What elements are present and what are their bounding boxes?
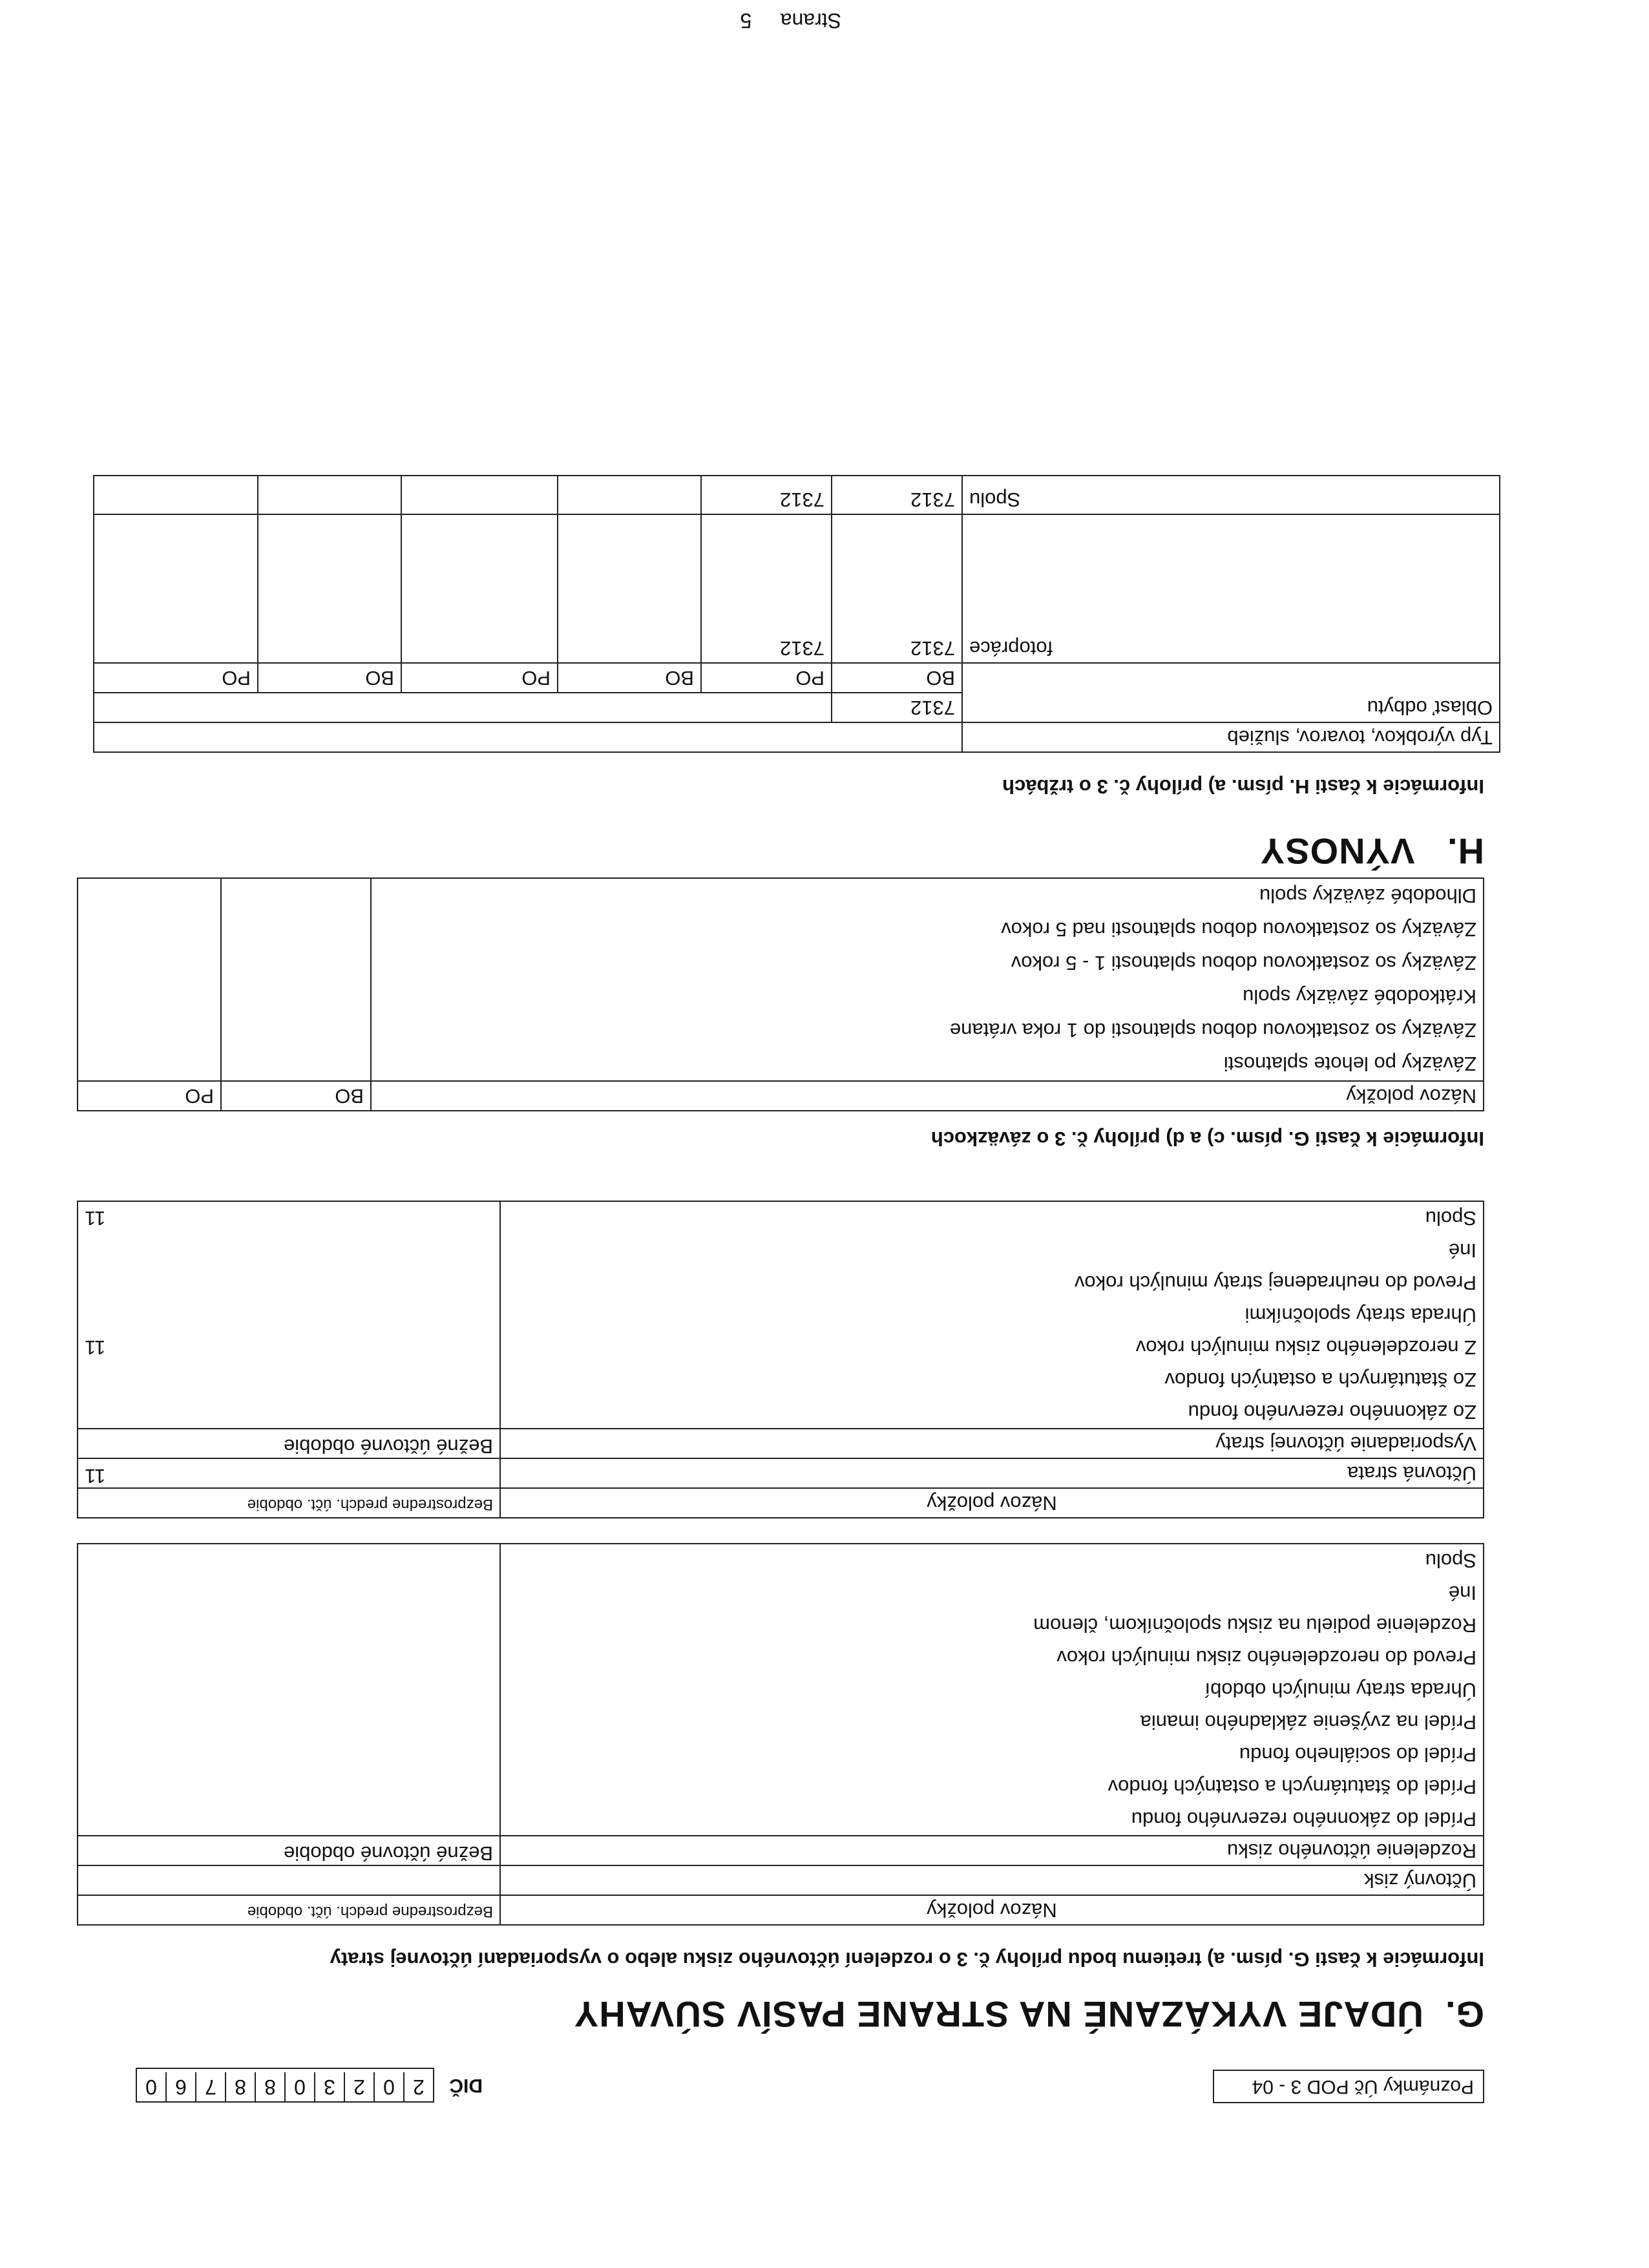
table-row-label: Prídel do sociálneho fondu [1239,1743,1476,1766]
section-g-letter: G. [1444,1994,1484,2035]
col-prev-header: Bezprostredne predch. účt. obdobie [78,1895,500,1925]
table-row-label: Účtovná strata [500,1458,1484,1488]
dic-digit: 8 [256,2072,286,2101]
table-row-label: Rozdelenie účtovného zisku [500,1836,1484,1865]
table-row-label: Zo štatutárnych a ostatných fondov [1164,1369,1476,1391]
table-cell [78,1544,500,1836]
table-row-label: Rozdelenie podielu na zisku spoločníkom, členom [1033,1614,1476,1637]
section-h-letter: H. [1447,831,1484,872]
table-row-label: Z nerozdeleného zisku minulých rokov [1135,1336,1476,1359]
loss-values-block [78,1201,500,1429]
col-bo-header: BO [221,1081,371,1111]
col-name-header: Názov položky [500,1488,1484,1518]
table-cell-value [558,476,701,514]
table-cell-value [258,476,401,514]
table-cell-value: 7312 [701,476,832,514]
table-cell-value: 7312 [832,476,962,514]
period-label: BO [558,663,701,693]
dic-digit: 2 [345,2072,375,2101]
table-row-label: Prevod do nerozdeleného zisku minulých rokov [1056,1646,1476,1669]
dic-digit-boxes [136,2068,434,2103]
col-name-header: Názov položky [371,1081,1484,1111]
table-row-label: Dlhodobé záväzky spolu [1259,885,1476,907]
period-label: PO [401,663,558,693]
table-row-label: Spolu [962,476,1500,514]
form-title-box [1213,2070,1484,2103]
table-row-label: Účtovný zisk [500,1865,1484,1895]
table-row-label: Spolu [1425,1207,1476,1230]
table-row-label: Záväzky so zostatkovou dobou splatnosti do 1 roka vrátane [949,1019,1476,1042]
info-liabilities: Informácie k časti G. písm. c) a d) prílohy č. 3 o záväzkoch [930,1128,1484,1150]
table-cell [78,878,221,1081]
dic-digit: 0 [375,2072,404,2101]
table-row-label: Záväzky po lehote splatnosti [1223,1053,1476,1075]
info-profit-distribution: Informácie k časti G. písm. a) tretiemu bodu prílohy č. 3 o rozdelení účtovného zisku alebo o vysporiadaní účtovnej straty [330,1948,1484,1971]
table-row-label: Vysporiadanie účtovnej straty [500,1429,1484,1458]
table-cell [78,1865,500,1895]
section-h-title [1260,830,1484,872]
table-row-label: Krátkodobé záväzky spolu [1243,985,1476,1008]
dic-digit: 0 [286,2072,315,2101]
table-cell-value [558,514,701,663]
dic-digit: 0 [137,2072,167,2101]
table-cell-value [401,476,558,514]
liabilities-rows-block [371,878,1484,1081]
table-row-label: Spolu [1425,1549,1476,1572]
dic-digit: 8 [226,2072,256,2101]
table-cell-value [85,1396,493,1428]
revenue-table [93,475,1500,753]
col-prev-header: Bezprostredne predch. účt. obdobie [78,1488,500,1518]
table-row-label: Úhrada straty minulých období [1204,1679,1476,1701]
loss-settlement-table [77,1201,1484,1518]
table-row-label: Prídel do zákonného rezervného fondu [1131,1808,1476,1831]
table-cell-value [85,1234,493,1266]
table-cell-value: 11 [78,1458,500,1488]
profit-rows-block [500,1544,1484,1836]
table-cell-value [94,514,258,663]
table-row-label: Úhrada straty spoločníkmi [1245,1304,1476,1327]
dic-digit: 6 [167,2072,196,2101]
col-area-header: Oblasť odbytu [962,663,1500,722]
table-cell [94,693,832,722]
col-name-header: Názov položky [500,1895,1484,1925]
table-cell [221,878,371,1081]
col-curr-header: Bežné účtovné obdobie [78,1836,500,1865]
page-number-value: 5 [740,9,752,32]
period-label: PO [701,663,832,693]
table-row-label: Prevod do neuhradenej straty minulých rokov [1074,1272,1476,1294]
section-g-heading: ÚDAJE VYKÁZANÉ NA STRANE PASÍV SÚVAHY [573,1994,1423,2035]
section-g-title [574,1993,1484,2035]
table-cell-value [85,1363,493,1396]
period-label: PO [94,663,258,693]
table-cell-value [85,1266,493,1299]
dic-digit: 3 [315,2072,345,2101]
table-cell-value: 7312 [832,514,962,663]
dic-digit: 7 [196,2072,226,2101]
table-cell-value: 11 [85,1207,106,1230]
table-row-label: Iné [1448,1239,1476,1262]
table-row-label: Záväzky so zostatkovou dobou splatnosti nad 5 rokov [1001,918,1476,941]
table-cell-value: 11 [85,1336,106,1359]
table-row-label: Prídel na zvýšenie základného imania [1140,1711,1476,1734]
col-po-header: PO [78,1081,221,1111]
profit-distribution-table [77,1543,1484,1926]
dic-label: DIČ [449,2075,483,2096]
table-cell-value [401,514,558,663]
period-label: BO [258,663,401,693]
liabilities-table [77,877,1484,1111]
page-number [740,8,841,32]
table-cell-value: 7312 [701,514,832,663]
form-title: Poznámky Úč POD 3 - 04 [1252,2076,1474,2097]
col-type-header: Typ výrobkov, tovarov, služieb [962,722,1500,752]
info-revenue: Informácie k časti H. písm. a) prílohy č. 3 o tržbách [1002,775,1484,798]
table-cell [94,722,962,752]
table-row-label: fotopráce [962,514,1500,663]
loss-rows-block [500,1201,1484,1429]
page-label: Strana [780,9,841,32]
dic-digit: 2 [413,2075,425,2099]
type-code: 7312 [832,693,962,722]
table-cell-value [258,514,401,663]
col-curr-header: Bežné účtovné obdobie [78,1429,500,1458]
table-row-label: Zo zákonného rezervného fondu [1188,1401,1476,1423]
table-row-label: Prídel do štatutárnych a ostatných fondov [1108,1776,1476,1798]
table-row-label: Iné [1448,1582,1476,1604]
period-label: BO [832,663,962,693]
table-cell-value [85,1299,493,1331]
table-cell-value [94,476,258,514]
section-h-heading: VÝNOSY [1259,831,1415,872]
table-row-label: Záväzky so zostatkovou dobou splatnosti 1 - 5 rokov [1011,952,1476,974]
